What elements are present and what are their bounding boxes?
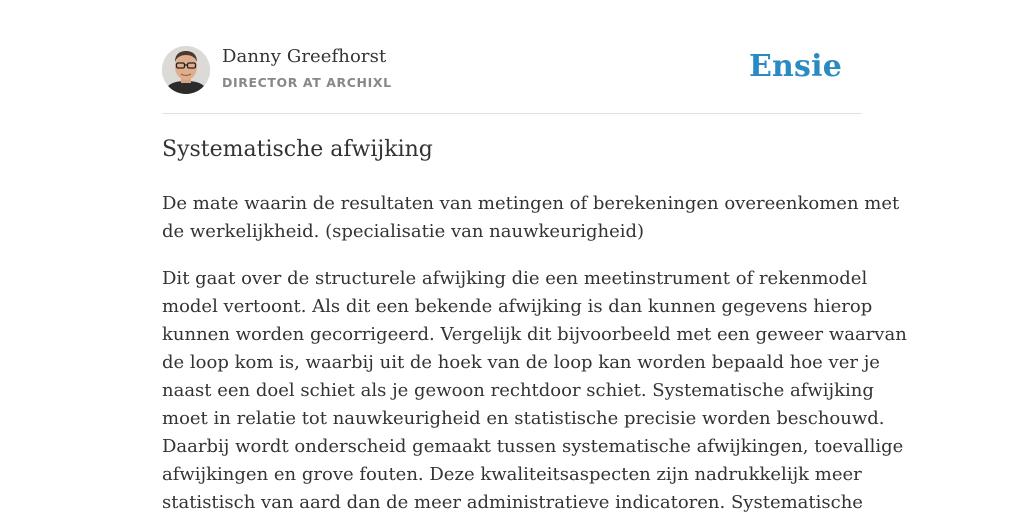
avatar-portrait-image (162, 46, 210, 94)
brand-logo[interactable]: Ensie (748, 49, 842, 84)
paragraph-line: Dit gaat over de structurele afwijking die een meetinstrument of rekenmodel (162, 268, 868, 289)
explanation-paragraph (162, 265, 907, 512)
author-name[interactable]: Danny Greefhorst (222, 46, 387, 67)
paragraph-line: De mate waarin de resultaten van metingen of berekeningen overeenkomen met (162, 193, 900, 214)
author-role: DIRECTOR AT ARCHIXL (222, 75, 392, 90)
paragraph-line: de werkelijkheid. (specialisatie van nauwkeurigheid) (162, 221, 645, 242)
paragraph-line: afwijkingen en grove fouten. Deze kwaliteitsaspecten zijn nadrukkelijk meer (162, 464, 862, 485)
paragraph-line: naast een doel schiet als je gewoon rechtdoor schiet. Systematische afwijking (162, 380, 874, 401)
paragraph-line: de loop kom is, waarbij uit de hoek van de loop kan worden bepaald hoe ver je (162, 352, 880, 373)
definition-paragraph (162, 190, 900, 246)
article-container (162, 0, 907, 512)
author-avatar[interactable] (162, 46, 210, 94)
author-header (162, 0, 862, 114)
paragraph-line: moet in relatie tot nauwkeurigheid en statistische precisie worden beschouwd. (162, 408, 885, 429)
paragraph-line: Daarbij wordt onderscheid gemaakt tussen systematische afwijkingen, toevallige (162, 436, 904, 457)
paragraph-line: kunnen worden gecorrigeerd. Vergelijk dit bijvoorbeeld met een geweer waarvan (162, 324, 907, 345)
paragraph-line: statistisch van aard dan de meer administratieve indicatoren. Systematische (162, 492, 863, 512)
article-title: Systematische afwijking (162, 137, 433, 162)
paragraph-line: model vertoont. Als dit een bekende afwijking is dan kunnen gegevens hierop (162, 296, 873, 317)
